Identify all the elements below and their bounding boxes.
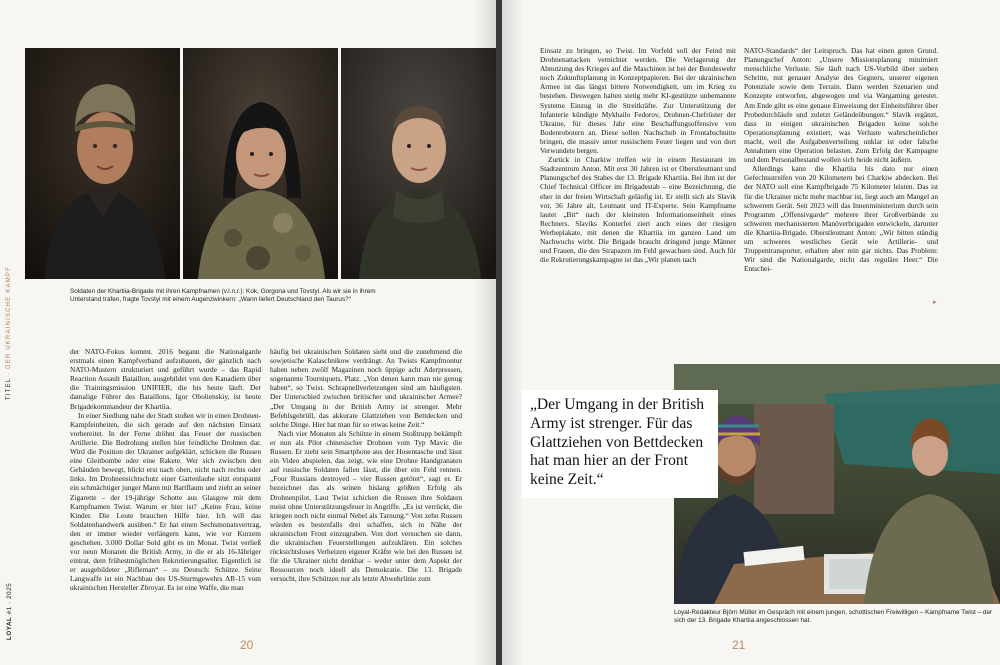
paragraph: NATO-Standards“ der Leitspruch. Das hat einen guten Grund. Planungschef Anton: „Unsere Missionsplanung minimiert menschliche Verluste. Sie läuft nach US-Vorbild über sieben Schritte, mit genauer Analyse des Gegners, unserer eigenen Potenziale sowie dem Terrain. Dann werden Szenarien und Konzepte entworfen, abgewogen und via Wargaming getestet. Am Ende gibt es eine genaue Einweisung der Einheitsführer über Probedurchläufe und zuletzt Geländeübungen.“ Slavik ergänzt, dass in einigen ukrainischen Brigaden keine solche Operationsplanung existiert, was Verluste wahrscheinlicher macht, weil die Aufgabenverteilung unklar ist oder falsche Annahmen eine Operation belasten. Zum Erfolg der Kampagne und dem Personalbestand wollen sich beide nicht äußern. (744, 46, 938, 165)
page-number-right: 21 (732, 638, 746, 652)
section-title: TITEL (6, 377, 12, 400)
paragraph: Allerdings kann die Khartiia bis dato nur einen Gefechtsstreifen von 20 Kilometern bei Charkiw abdecken. Bei der NATO soll eine Kampfbrigade 75 Kilometer leisten. Das ist für die Ukrainer nicht mehr machbar ist, liegt auch am Mangel an schwerem Gerät. Seit 2023 will das Innenministerium durch sein Programm „Offensivgarde“ mehrere ihrer Großverbände zu schweren mechanisierten Manöverbrigaden entwickeln, darunter die Khartiia-Brigade. Oberstleutnant Anton: „Wir bitten ständig um schweres westliches Gerät wie Artillerie- und Truppentransporter, erhalten aber rein gar nichts. Das Problem: Wir sind die Nationalgarde, nicht das reguläre Heer.“ Die Entschei- (744, 164, 938, 274)
photo-caption-interview: Loyal-Redakteur Björn Müller im Gespräch mit einem jungen, schottischen Freiwilligen – Kampfname Twist – der sich der 13. Brigade Khartiia angeschlossen hat. (674, 609, 993, 625)
continue-arrow-icon: ▸ (933, 298, 937, 306)
paragraph: Zurück in Charkiw treffen wir in einem Restaurant im Stadtzentrum Anton. Mit erst 30 Jahren ist er Oberstleutnant und Planungschef des Stabes der 13. Brigade Khartiia. Bei ihm ist der Chief Technical Officer im Brigadestab – eine Bezeichnung, die eher in der freien Wirtschaft geläufig ist. Er stellt sich als Slavik vor, 36 Jahre alt, Leutnant und IT-Experte. Sein Kampfname lautet „Bit“ nach der kleinsten Informationseinheit eines Rechners. Slaviks Konterfei ziert auch eines der riesigen Werbeplakate, mit denen die Khartiia im ganzen Land um Nachwuchs wirbt. Die Brigade braucht dringend junge Männer und Frauen, die den Strapazen im Feld gewachsen sind. Auch für die Rekrutierungskampagne ist das „Wir planen nach (540, 155, 736, 265)
gutter-shadow-right (502, 0, 524, 665)
section-label: TITEL · DER UKRAINISCHE KAMPF (6, 266, 12, 400)
right-column-2 (744, 46, 938, 273)
left-page (0, 0, 496, 665)
right-page (502, 0, 1000, 665)
paragraph: häufig bei ukrainischen Soldaten sieht und die zunehmend die sowjetische Kalaschnikow verdrängt. An Twists Kampfmontur haben neben zwölf Magazinen noch üppige acht Aderpressen, sogenannte Tourniquets, Platz. „Von denen kann man nie genug haben“, so Twist. Schrapnellverletzungen sind am häufigsten. Der Unterschied zwischen britischer und ukrainischer Armee? „Der Umgang in der British Army ist strenger. Mehr Befehlsgebrüll, das akkurate Glattziehen von Bettdecken und solche Dinge. Hier hat man für so etwas keine Zeit.“ (270, 347, 462, 429)
paragraph: der NATO-Fokus kommt. 2016 begann die Nationalgarde erstmals einen Kampfverband aufzubauen, der gänzlich nach NATO-Mustern strukturiert und geführt wurde – das Rapid Reaction Assault Bataillon, ausgebildet von den Kanadiern über die Trainingsmission UNIFIER, die bis heute läuft. Der damalige Führer des Bataillons, Igor Obolienskiy, ist heute Brigadekommandeur der Khartiia. (70, 347, 261, 411)
paragraph: In einer Siedlung nahe der Stadt stoßen wir in einen Drohnen-Kampfeinheiten, die sich gerade auf den nächsten Einsatz vorbereitet. In der Ferne dröhnt das Feuer der russischen Artillerie. Die Bedrohung stellen hier feindliche Drohnen dar. Wird die Position der Ukrainer aufgeklärt, schicken die Russen eine Gleitbombe oder eine Rakete. Wer sich zwischen den Gebäuden bewegt, blickt erst nach oben, nicht nach rechts oder links. Im Drohnensichtschutz einer Gartenlaube sitzt entspannt ein schmächtiger junger Mann mit Bartflaum und zieht an seiner Zigarette – der 19-jährige Schotte aus Glasgow mit dem Kampfnamen Twist. Warum er hier ist? „Keine Frau, keine Kinder. Die Leute brauchen Hilfe hier. Ich will das Soldatenhandwerk ausüben.“ Er hat einen Sechsmonatsvertrag, den er immer wieder verlängern kann, wie vor Kurzem geschehen. 3.000 Dollar Sold gibt es im Monat. Twist verließ vor neun Monaten die British Army, in die er als 16-Jähriger eintrat, dem frühestmöglichen Rekrutierungsalter. Eigentlich ist er ausgebildeter „Rifleman“ – zu Deutsch: Schütze. Seine Langwaffe ist ein Nachbau des US-Sturmgewehrs AR-15 vom ukrainischen Hersteller Zbroyar. Es ist eine Waffe, die man (70, 410, 261, 593)
page-number-left: 20 (240, 638, 254, 652)
photo-soldier-kok (25, 48, 180, 279)
paragraph: Einsatz zu bringen, so Twist. Im Vorfeld soll der Feind mit Drohnenattacken vernichtet werden. Die Verlagerung der Abnutzung des Krieges auf die Maschinen ist bei der Bundeswehr noch Zukunftsplanung in Konzeptpapieren. Bei der ukrainischen Armee ist das längst bittere Notwendigkeit, um im Krieg zu bestehen. Deswegen halten stetig mehr KI-gestützte unbemannte Systeme Einzug in die Streitkräfte. Zur Unterstützung der Infanterie kündigte Mykhailo Fedorov, Drohnen-Chefrüster der Ukraine, für dieses Jahr eine Beschaffungsoffensive von Bodenrobotern an. Diese sollen Nachschub in Frontabschnitte bringen, die massiv unter russischem Feuer liegen und von dort Verwundete bergen. (540, 46, 736, 156)
section-subtitle: DER UKRAINISCHE KAMPF (6, 266, 12, 369)
right-column-1 (540, 46, 736, 264)
gutter-shadow-left (474, 0, 496, 665)
photo-soldier-gorgona (183, 48, 338, 279)
paragraph: Nach vier Monaten als Schütze in einem Stoßtrupp bekämpft er nun als Pilot chinesischer Drohnen vom Typ Mavic die Russen. Er zieht sein Smartphone aus der Hosentasche und lässt ein Video abspielen, das zeigt, wie eine Drohne Handgranaten auf russische Soldaten fallen lässt, die über ein Feld rennen. „Four Russians destroyed – vier Russen getötet“, sagt er. Er bezeichnet das als seinen bislang größten Erfolg als Drohnenpilot. Laut Twist schicken die Russen ihre Soldaten meist ohne Unterstützungsfeuer in Angriffe. „Es ist verrückt, die kriegen noch nicht einmal Nebel als Tarnung.“ Von zehn Russen würden es bestenfalls drei schaffen, sich in Nähe der ukrainischen Front einzugraben. Von dort versuchen sie dann, die ukrainischen Feuerstellungen aufzuklären. Ein solches rücksichtsloses Verheizen eigener Kräfte wie bei den Russen ist für die Ukrainer nicht denkbar – weder unter dem Aspekt der Ressourcen noch ideell als Demokratie. Die 13. Brigade versucht, ihre Schützen nur als letzte Abwehrlinie zum (270, 428, 462, 584)
brand-issue (6, 583, 13, 640)
pull-quote: „Der Umgang in der British Army ist strenger. Für das Glattziehen von Bettdecken hat man hier an der Front keine Zeit.“ (522, 390, 718, 498)
left-column-2 (270, 347, 462, 583)
left-column-1 (70, 347, 261, 593)
photo-interview-twist (674, 364, 1000, 604)
photo-caption-soldiers: Soldaten der Khartiia-Brigade mit ihren Kampfnamen (v.l.n.r.): Kok, Gorgona und Tovstyi. Als wir sie in ihrem Unterstand trafen, fragte Tovstyi mit einem Augenzwinkern: „Wann liefert Deutschland den Taurus?“ (70, 288, 376, 304)
issue-number: #1 · 2025 (6, 582, 13, 615)
brand-name: LOYAL (6, 616, 13, 640)
photo-soldier-tovstyi (341, 48, 496, 279)
